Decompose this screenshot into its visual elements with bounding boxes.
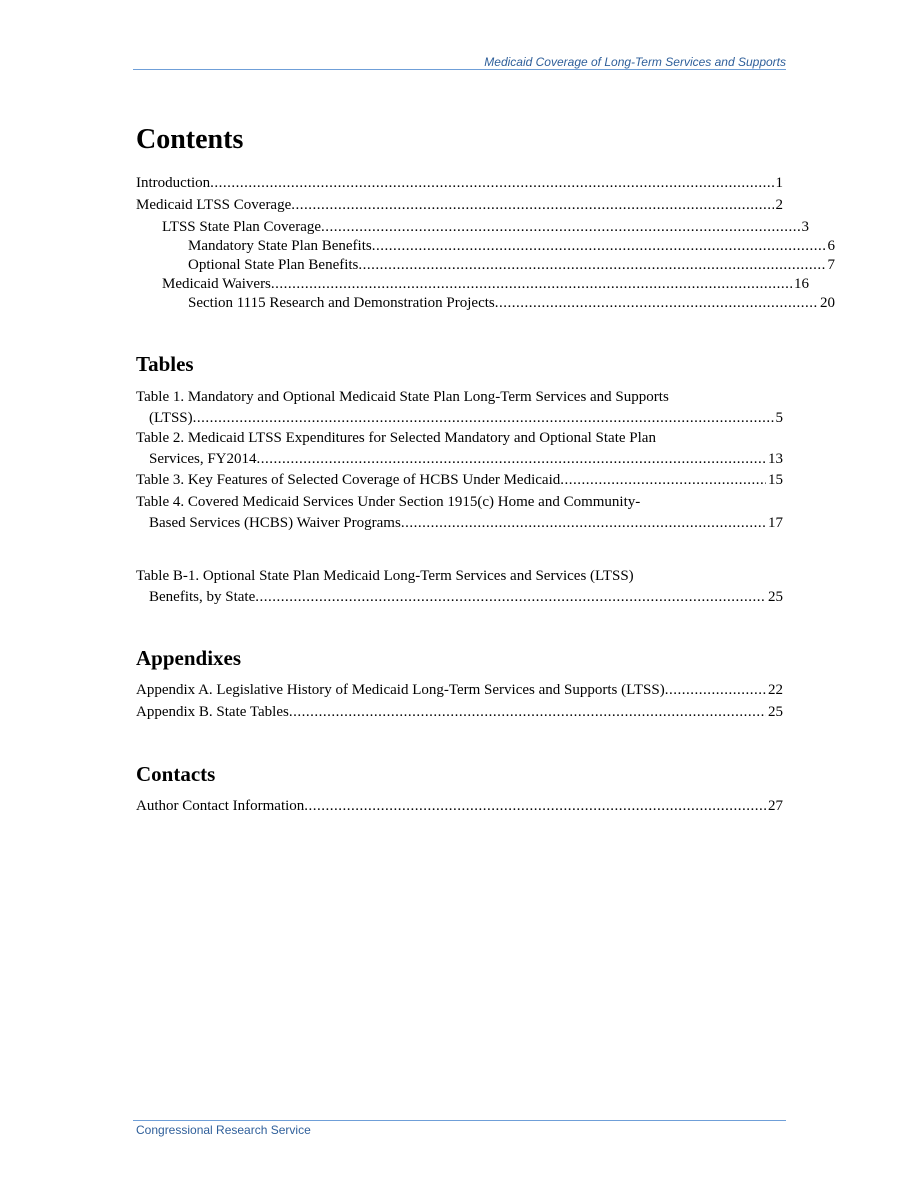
toc-entry-medicaid-waivers[interactable] bbox=[136, 274, 809, 295]
toc-entry-page: 15 bbox=[768, 472, 783, 488]
toc-entry-page: 2 bbox=[775, 197, 783, 213]
contents-heading: Contents bbox=[136, 124, 244, 155]
toc-entry-page: 13 bbox=[768, 451, 783, 467]
toc-entry-label: LTSS State Plan Coverage bbox=[162, 219, 322, 235]
toc-entry-label-continued: Services, FY2014 bbox=[149, 451, 257, 467]
toc-entry-table-b1[interactable] bbox=[136, 566, 783, 608]
toc-entry-page: 6 bbox=[827, 238, 835, 254]
dot-leader bbox=[665, 680, 766, 701]
toc-entry-page: 25 bbox=[768, 589, 783, 605]
toc-entry-label: Appendix B. State Tables bbox=[136, 704, 289, 720]
dot-leader bbox=[560, 470, 766, 491]
dot-leader bbox=[358, 255, 825, 276]
toc-entry-section-1115[interactable] bbox=[136, 293, 835, 314]
dot-leader bbox=[210, 173, 773, 194]
dot-leader bbox=[495, 293, 818, 314]
running-header: Medicaid Coverage of Long-Term Services and Supports bbox=[484, 55, 786, 69]
toc-entry-page: 27 bbox=[768, 798, 783, 814]
toc-entry-label: Table 1. Mandatory and Optional Medicaid State Plan Long-Term Services and Supports bbox=[136, 389, 669, 405]
toc-entry-page: 3 bbox=[801, 219, 809, 235]
footer-org: Congressional Research Service bbox=[136, 1123, 311, 1137]
toc-entry-ltss-state-plan-coverage[interactable] bbox=[136, 217, 809, 238]
toc-entry-label: Medicaid LTSS Coverage bbox=[136, 197, 292, 213]
toc-entry-medicaid-ltss-coverage[interactable] bbox=[136, 195, 783, 216]
toc-entry-label: Optional State Plan Benefits bbox=[188, 257, 359, 273]
toc-entry-appendix-a[interactable] bbox=[136, 680, 783, 701]
dot-leader bbox=[271, 274, 792, 295]
toc-entry-table-1[interactable] bbox=[136, 387, 783, 429]
toc-entry-label: Table 2. Medicaid LTSS Expenditures for Selected Mandatory and Optional State Plan bbox=[136, 430, 656, 446]
toc-entry-label: Appendix A. Legislative History of Medicaid Long-Term Services and Supports (LTSS) bbox=[136, 682, 665, 698]
toc-entry-label-continued: (LTSS) bbox=[149, 410, 193, 426]
dot-leader bbox=[304, 796, 766, 817]
toc-entry-author-contact[interactable] bbox=[136, 796, 783, 817]
toc-entry-page: 17 bbox=[768, 515, 783, 531]
contacts-heading: Contacts bbox=[136, 762, 216, 786]
header-rule bbox=[133, 69, 786, 70]
appendixes-heading: Appendixes bbox=[136, 646, 242, 670]
toc-entry-page: 20 bbox=[820, 295, 835, 311]
toc-entry-label: Section 1115 Research and Demonstration Projects bbox=[188, 295, 495, 311]
dot-leader bbox=[291, 195, 773, 216]
toc-entry-optional-state-plan-benefits[interactable] bbox=[136, 255, 835, 276]
toc-entry-label-continued: Benefits, by State bbox=[149, 589, 256, 605]
toc-entry-label: Table 3. Key Features of Selected Coverage of HCBS Under Medicaid bbox=[136, 472, 561, 488]
dot-leader bbox=[193, 408, 774, 429]
toc-entry-label-continued: Based Services (HCBS) Waiver Programs bbox=[149, 515, 401, 531]
toc-entry-page: 5 bbox=[775, 410, 783, 426]
toc-entry-label: Introduction bbox=[136, 175, 211, 191]
toc-entry-page: 16 bbox=[794, 276, 809, 292]
tables-heading: Tables bbox=[136, 352, 194, 376]
toc-entry-table-2[interactable] bbox=[136, 428, 783, 470]
toc-entry-label: Mandatory State Plan Benefits bbox=[188, 238, 372, 254]
dot-leader bbox=[289, 702, 766, 723]
toc-entry-table-4[interactable] bbox=[136, 492, 783, 534]
dot-leader bbox=[321, 217, 799, 238]
dot-leader bbox=[401, 513, 766, 534]
toc-entry-page: 1 bbox=[775, 175, 783, 191]
toc-entry-page: 7 bbox=[827, 257, 835, 273]
toc-entry-table-3[interactable] bbox=[136, 470, 783, 491]
toc-entry-page: 25 bbox=[768, 704, 783, 720]
toc-entry-label: Author Contact Information bbox=[136, 798, 305, 814]
toc-entry-introduction[interactable] bbox=[136, 173, 783, 194]
toc-entry-label: Table B-1. Optional State Plan Medicaid Long-Term Services and Services (LTSS) bbox=[136, 568, 634, 584]
toc-entry-appendix-b[interactable] bbox=[136, 702, 783, 723]
dot-leader bbox=[255, 587, 766, 608]
dot-leader bbox=[257, 449, 767, 470]
toc-entry-label: Medicaid Waivers bbox=[162, 276, 271, 292]
toc-entry-label: Table 4. Covered Medicaid Services Under Section 1915(c) Home and Community- bbox=[136, 494, 641, 510]
toc-entry-mandatory-state-plan-benefits[interactable] bbox=[136, 236, 835, 257]
toc-entry-page: 22 bbox=[768, 682, 783, 698]
dot-leader bbox=[372, 236, 826, 257]
footer-rule bbox=[133, 1120, 786, 1121]
